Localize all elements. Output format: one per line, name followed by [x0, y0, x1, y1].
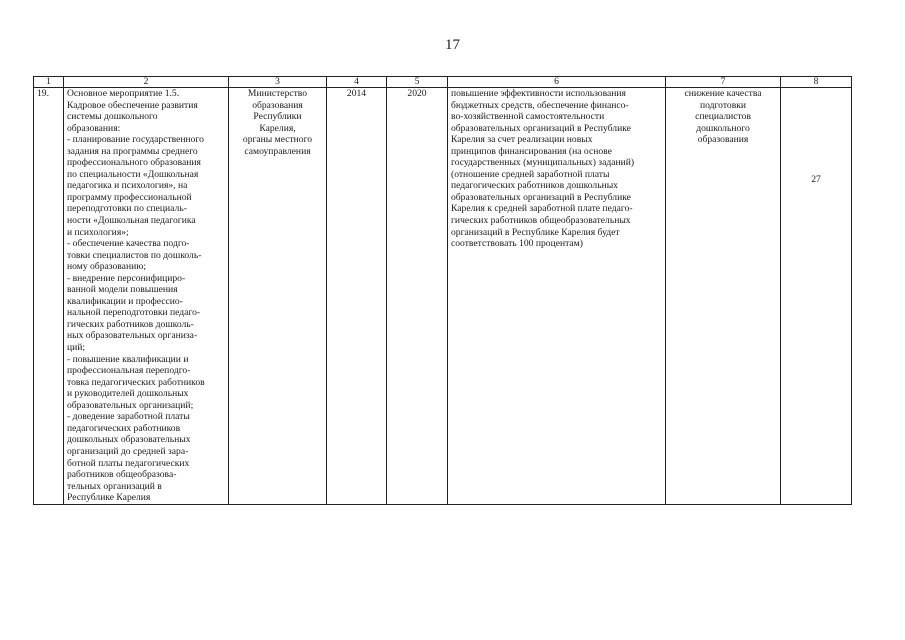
row-number-cell — [34, 88, 64, 505]
column-number-row — [34, 77, 852, 88]
measure-cell — [64, 88, 229, 505]
column-number: 6 — [448, 77, 666, 88]
column-number: 2 — [64, 77, 229, 88]
measure-text: Основное мероприятие 1.5. Кадровое обеспечение развития системы дошкольного образования: - планирование государственного задания на программы среднего профессионального образования по специальности «Дошкольная педагогика и психология», на программу профессиональной переподготовки по специаль- ности «Дошкольная педагогика и психология»; - обеспечение качества подго- товки специалистов по дошколь- ному образованию; - внедрение персонифициро- ванной модели повышения квалификации и профессио- нальной переподготовки педаго- гических работников дошколь- ных образовательных организа- ций; - повышение квалификации и профессиональная переподго- товка педагогических работников и руководителей дошкольных образовательных организаций; - доведение заработной платы педагогических работников дошкольных образовательных организаций до средней зара- ботной платы педагогических работников общеобразова- тельных организаций в Республике Карелия — [67, 88, 205, 504]
expected-result-text: повышение эффективности использования бюджетных средств, обеспечение финансо- во-хозяйственной самостоятельности образовательных организаций в Республике Карелия за счет реализации новых принципов финансирования (на основе государственных (муниципальных) заданий) (отношение средней заработной платы педагогических работников дошкольных образовательных организаций в Республике Карелия к средней заработной плате педаго- гических работников общеобразовательных организаций в Республике Карелия будет соответствовать 100 процентам) — [451, 88, 635, 250]
row-number: 19. — [37, 88, 49, 99]
column-number: 1 — [34, 77, 64, 88]
indicator-value: 27 — [811, 174, 821, 185]
page-number: 17 — [445, 37, 460, 53]
end-year-cell — [387, 88, 448, 505]
executor-cell — [229, 88, 327, 505]
executor-text: Министерство образования Республики Карелия, органы местного самоуправления — [242, 88, 313, 157]
column-number: 8 — [781, 77, 852, 88]
table-row — [34, 88, 852, 505]
consequence-text: снижение качества подготовки специалистов дошкольного образования — [684, 88, 762, 146]
expected-result-cell — [448, 88, 666, 505]
start-year: 2014 — [346, 88, 367, 99]
indicator-cell — [781, 88, 852, 505]
program-measures-table — [33, 76, 852, 505]
column-number: 4 — [327, 77, 387, 88]
consequence-cell — [666, 88, 781, 505]
column-number: 3 — [229, 77, 327, 88]
end-year: 2020 — [407, 88, 427, 99]
column-number: 7 — [666, 77, 781, 88]
start-year-cell — [327, 88, 387, 505]
column-number: 5 — [387, 77, 448, 88]
